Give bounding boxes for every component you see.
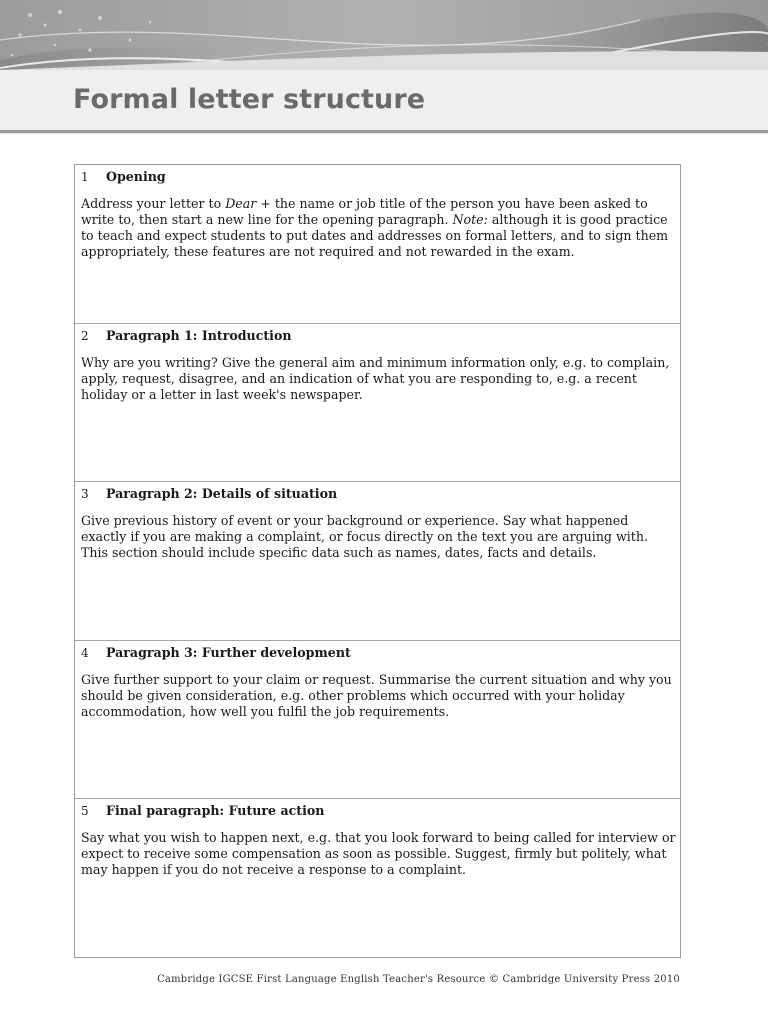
section-text: [81, 196, 676, 260]
section-text: Why are you writing? Give the general aim and minimum information only, e.g. to complain, apply, request, disagree, and an indication of what you are responding to, e.g. a recent holiday or a letter in last week's newspaper.: [81, 354, 670, 402]
text-part: although it is good practice to teach and expect students to put dates and addresses on formal letters, and to sign them appropriately, these features are not required and not rewarded in the exam.: [81, 212, 669, 259]
section-row-opening: [75, 165, 680, 324]
section-heading: Paragraph 3: Further development: [106, 644, 351, 660]
page-footer: Cambridge IGCSE First Language English Teacher's Resource © Cambridge University Press 2010: [157, 974, 680, 985]
section-text: Say what you wish to happen next, e.g. that you look forward to being called for interview or expect to receive some compensation as soon as possible. Suggest, firmly but politely, what may happen if you do not receive a response to a complaint.: [81, 830, 676, 878]
section-row-future-action: [75, 799, 680, 958]
section-text: Give further support to your claim or request. Summarise the current situation and why you should be given consideration, e.g. other problems which occurred with your holiday accommodation, how well you fulfil the job requirements.: [81, 671, 672, 719]
section-heading: Paragraph 1: Introduction: [106, 327, 292, 343]
text-part: + the name or job title of the person you have been asked to write to, then start a new line for the opening paragraph.: [81, 196, 648, 227]
section-row-introduction: [75, 324, 680, 483]
section-heading: Final paragraph: Future action: [106, 803, 325, 819]
structure-table: [74, 164, 681, 958]
section-number: 1: [81, 170, 89, 184]
text-part: Address your letter to: [81, 196, 226, 211]
section-number: 3: [81, 487, 89, 502]
section-heading: Paragraph 2: Details of situation: [106, 486, 338, 502]
text-italic-note: Note:: [452, 212, 488, 227]
banner-rule: [0, 130, 768, 133]
text-italic-dear: Dear: [225, 196, 257, 211]
section-row-development: [75, 641, 680, 800]
section-number: 2: [81, 328, 89, 343]
section-text: Give previous history of event or your background or experience. Say what happened exactly if you are making a complaint, or focus directly on the text you are arguing with. This section should include specific data such as names, dates, facts and details.: [81, 513, 648, 561]
page-title: Formal letter structure: [73, 84, 426, 115]
section-heading: Opening: [106, 169, 166, 184]
section-number: 5: [81, 804, 89, 819]
section-row-details: [75, 482, 680, 641]
section-number: 4: [81, 645, 89, 660]
